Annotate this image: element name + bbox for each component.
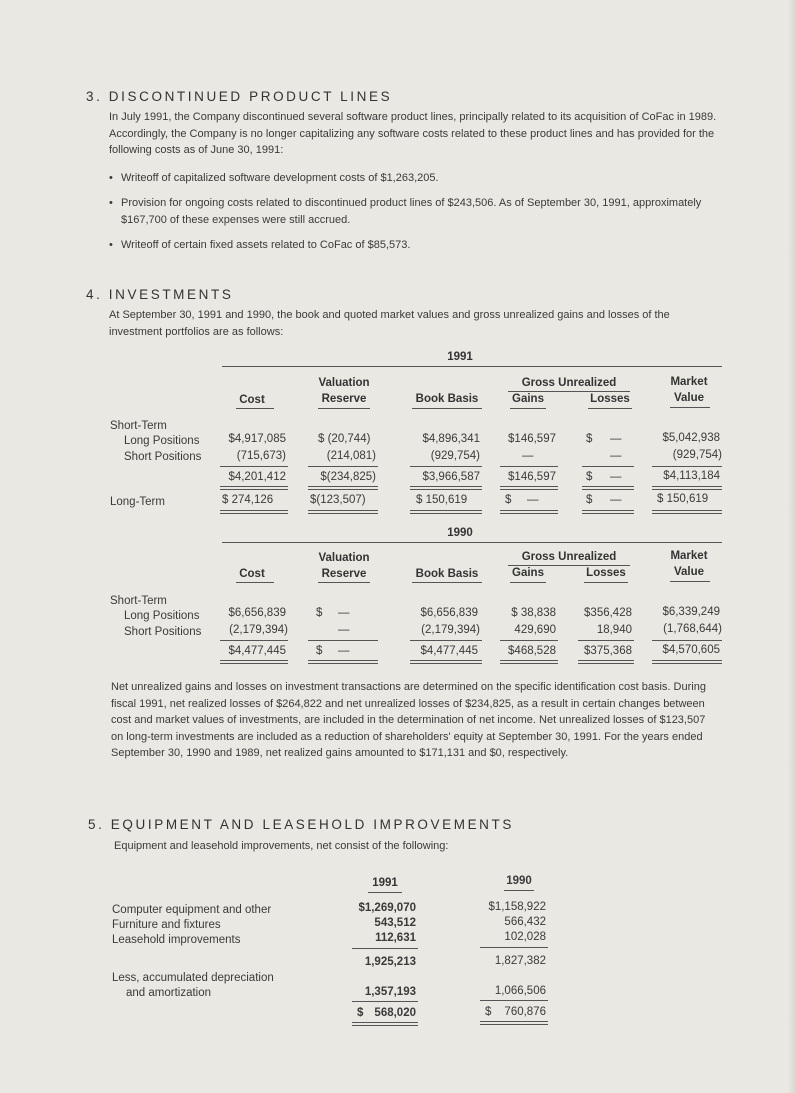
t2-short-reserve: — [338, 624, 350, 636]
equipment-net-1990-currency: $ [485, 1006, 492, 1018]
section-4-heading: 4. INVESTMENTS [86, 287, 234, 302]
t2-short-positions-label: Short Positions [124, 626, 202, 638]
t2-header-book-basis: Book Basis [415, 568, 479, 580]
t1-total-losses-currency: $ [586, 471, 593, 483]
t2-total-cost: $4,477,445 [228, 645, 286, 657]
section-5-heading: 5. EQUIPMENT AND LEASEHOLD IMPROVEMENTS [88, 817, 514, 832]
equipment-row-computer-label: Computer equipment and other [112, 904, 272, 916]
equipment-depreciation-1990: 1,066,506 [494, 985, 546, 997]
equipment-year-1991: 1991 [372, 877, 398, 889]
equipment-net-1990: 760,876 [504, 1006, 546, 1018]
t2-long-market: $6,339,249 [662, 606, 720, 618]
t1-long-positions-label: Long Positions [124, 435, 200, 447]
equipment-less-label-2: and amortization [126, 987, 212, 999]
t2-total-losses: $375,368 [584, 645, 632, 657]
t2-long-reserve-currency: $ [316, 607, 323, 619]
section-4-notes-paragraph: Net unrealized gains and losses on investment transactions are determined on the specific identification cost basis. During fiscal 1991, net realized losses of $264,822 and net unrealized losses of $234,825, as a result in certain changes between cost and market values of investments, are included in the determination of net income. Net unrealized losses of $123,507 on long-term investments are included as a reduction of shareholders' equity at September 30, 1991. For the years ended September 30, 1990 and 1989, net realized gains amounted to $171,131 and $0, respectively. [111, 681, 706, 760]
t1-header-market: Market [670, 376, 708, 388]
t1-total-market: $4,113,184 [663, 470, 720, 482]
t2-long-reserve: — [338, 607, 350, 619]
t1-short-cost: (715,673) [236, 450, 286, 462]
t1-header-book-basis: Book Basis [415, 393, 479, 405]
table-1991-year: 1991 [447, 351, 473, 363]
equipment-net-1991-currency: $ [357, 1007, 364, 1019]
t1-lt-reserve: $(123,507) [310, 494, 366, 506]
equipment-year-1990: 1990 [506, 875, 532, 887]
t2-header-reserve: Reserve [321, 568, 367, 580]
t1-short-reserve: (214,081) [326, 450, 376, 462]
t2-total-reserve: — [338, 645, 350, 657]
t1-short-book: (929,754) [430, 450, 480, 462]
t1-header-reserve: Reserve [321, 393, 367, 405]
t1-header-valuation: Valuation [318, 377, 370, 389]
t1-total-book: $3,966,587 [422, 471, 480, 483]
t2-total-market: $4,570,605 [662, 644, 720, 656]
equipment-row-leasehold-label: Leasehold improvements [112, 934, 241, 946]
t2-header-cost: Cost [239, 568, 265, 580]
t1-short-losses: — [610, 450, 622, 462]
t1-short-term-label: Short-Term [110, 420, 167, 432]
t2-short-losses: 18,940 [596, 624, 632, 636]
page-edge [788, 0, 796, 1093]
t2-long-losses: $356,428 [584, 607, 632, 619]
t1-lt-cost: $ 274,126 [222, 494, 274, 506]
equipment-subtotal-1991: 1,925,213 [364, 956, 416, 968]
t2-total-gains: $468,528 [508, 645, 556, 657]
t2-long-positions-label: Long Positions [124, 610, 200, 622]
equipment-subtotal-1990: 1,827,382 [494, 955, 546, 967]
t2-short-term-label: Short-Term [110, 595, 167, 607]
document-page: 3. DISCONTINUED PRODUCT LINES In July 1991, the Company discontinued several software product lines, principally related to its acquisition of CoFac in 1989. Accordingly, the Company is no longer capitalizing any software costs related to these product lines and has provided for the following costs as of June 30, 1991: • Writeoff of capitalized software development costs of $1,263,205. • Provision for ongoing costs related to discontinued product lines of $243,506. As of September 30, 1991, approximately $167,700 of these expenses were still accrued. • Writeoff of certain fixed assets related to CoFac of $85,573. 4. INVESTMENTS At September 30, 1991 and 1990, the book and quoted market values and gross unrealized gains and losses of the investment portfolios are as follows: 1991 Valuation Gross Unrealized Market Cost Reserve Book Basis Gains Losses Value Short-Term Long Positions Short Positions $4,917,085 $ (20,744) $4,896,341 $146,597 $ — $5,042,938 (715,673) (214,081) (929,754) — — (929,754) $4,201,412 $(234,825) $3,966,587 $146,597 $ — $4,113,184 Long-Term $ 274,126 $(123,507) $ 150,619 $ — $ — $ 150,619 1990 Valuation Gross Unrealized Market Cost Reserve Book Basis Gains Losses Value Short-Term Long Positions Short Positions $6,656,839 $ — $6,656,839 $ 38,838 $356,428 $6,339,249 (2,179,394) — (2,179,394) 429,690 18,940 (1,768,644) $4,477,445 $ — $4,477,445 $468,528 $375,368 $4,570,605 Net unrealized gains and losses on investment transactions are determined on the specific identification cost basis. During fiscal 1991, net realized losses of $264,822 and net unrealized losses of $234,825, as a result in certain changes between cost and market values of investments, are included in the determination of net income. Net unrealized losses of $123,507 on long-term investments are included as a reduction of shareholders' equity at September 30, 1991. For the years ended September 30, 1990 and 1989, net realized gains amounted to $171,131 and $0, respectively. 5. EQUIPMENT AND LEASEHOLD IMPROVEMENTS Equipment and leasehold improvements, net consist of the following: 1991 1990 Computer equipment and other $1,269,070 $1,158,922 Furniture and fixtures 543,512 566,432 Leasehold improvements 112,631 102,028 1,925,213 1,827,382 Less, accumulated depreciation and amortization 1,357,193 1,066,506 $ 568,020 $ 760,876 [0, 0, 796, 1093]
t2-long-book: $6,656,839 [420, 607, 478, 619]
t1-header-value: Value [673, 392, 705, 404]
t2-header-gross-unrealized: Gross Unrealized [521, 551, 617, 563]
equipment-less-label-1: Less, accumulated depreciation [112, 972, 274, 984]
t2-header-market: Market [670, 550, 708, 562]
section-4-paragraph: At September 30, 1991 and 1990, the book and quoted market values and gross unrealized gains and losses of the investment portfolios are as follows: [109, 309, 670, 338]
equipment-net-1991: 568,020 [374, 1007, 416, 1019]
section-3-paragraph: In July 1991, the Company discontinued several software product lines, principally related to its acquisition of CoFac in 1989. Accordingly, the Company is no longer capitalizing any software costs related to these product lines and has provided for the following costs as of June 30, 1991: [109, 111, 717, 157]
t1-short-market: (929,754) [672, 449, 722, 461]
t1-long-losses: — [610, 433, 622, 445]
t1-long-losses-currency: $ [586, 433, 593, 445]
t1-long-book: $4,896,341 [422, 433, 480, 445]
t1-total-gains: $146,597 [508, 471, 556, 483]
t1-lt-gains: — [527, 494, 539, 506]
t2-short-book: (2,179,394) [421, 624, 480, 636]
t1-long-market: $5,042,938 [662, 432, 720, 444]
t1-long-gains: $146,597 [508, 433, 556, 445]
t2-short-market: (1,768,644) [663, 623, 722, 635]
equipment-row-furniture-label: Furniture and fixtures [112, 919, 221, 931]
t2-header-losses: Losses [586, 567, 626, 579]
t1-header-cost: Cost [239, 394, 265, 406]
table-1990-year: 1990 [447, 527, 473, 539]
equipment-row-computer-1990: $1,158,922 [488, 901, 546, 913]
equipment-row-leasehold-1990: 102,028 [504, 931, 546, 943]
t1-lt-market: $ 150,619 [657, 493, 709, 505]
equipment-depreciation-1991: 1,357,193 [364, 986, 416, 998]
t1-short-positions-label: Short Positions [124, 451, 202, 463]
t1-total-losses: — [610, 471, 622, 483]
t2-total-book: $4,477,445 [420, 645, 478, 657]
t1-long-cost: $4,917,085 [228, 433, 286, 445]
t2-long-gains: $ 38,838 [511, 607, 556, 619]
t1-header-gains: Gains [512, 393, 544, 405]
t1-long-term-label: Long-Term [110, 496, 165, 508]
t1-header-gross-unrealized: Gross Unrealized [521, 377, 617, 389]
t1-lt-losses-currency: $ [586, 494, 593, 506]
equipment-row-furniture-1991: 543,512 [374, 917, 416, 929]
t2-short-gains: 429,690 [514, 624, 556, 636]
t1-lt-gains-currency: $ [505, 494, 512, 506]
t1-lt-book: $ 150,619 [416, 494, 468, 506]
t2-header-gains: Gains [512, 567, 544, 579]
equipment-row-furniture-1990: 566,432 [504, 916, 546, 928]
t2-header-value: Value [673, 566, 705, 578]
equipment-row-computer-1991: $1,269,070 [358, 902, 416, 914]
t2-long-cost: $6,656,839 [228, 607, 286, 619]
t1-lt-losses: — [610, 494, 622, 506]
t1-total-reserve: $(234,825) [320, 471, 376, 483]
t2-short-cost: (2,179,394) [229, 624, 288, 636]
section-3-heading: 3. DISCONTINUED PRODUCT LINES [86, 89, 393, 104]
t2-total-reserve-currency: $ [316, 645, 323, 657]
t2-header-valuation: Valuation [318, 552, 370, 564]
equipment-row-leasehold-1991: 112,631 [375, 932, 416, 944]
t1-short-gains: — [522, 450, 534, 462]
t1-total-cost: $4,201,412 [228, 471, 286, 483]
section-5-paragraph: Equipment and leasehold improvements, net consist of the following: [114, 840, 449, 852]
t1-header-losses: Losses [590, 393, 630, 405]
t1-long-reserve: $ (20,744) [318, 433, 371, 445]
